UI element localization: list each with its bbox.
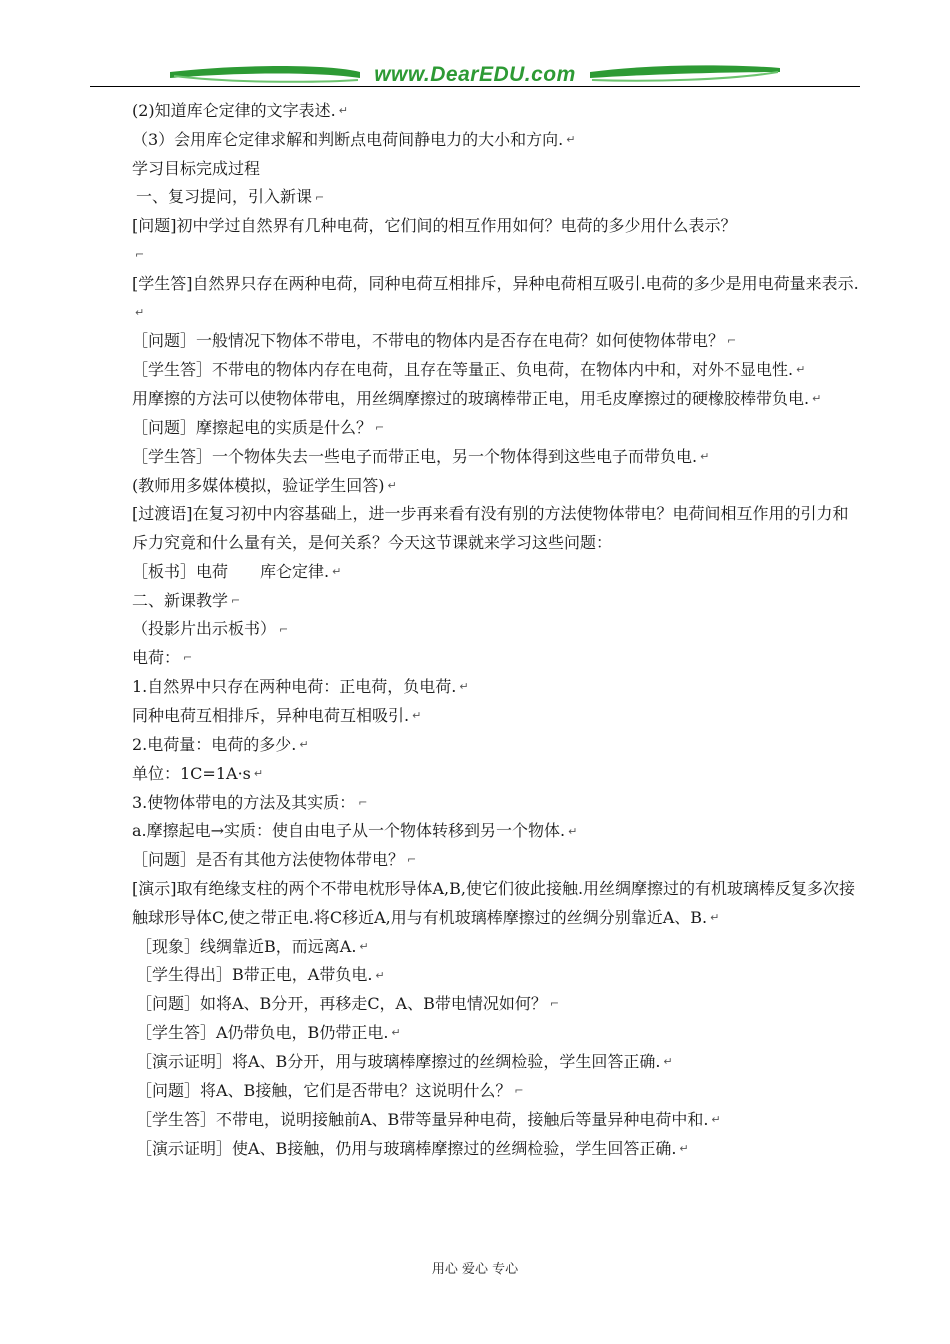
- paragraph-mark-icon: ↵: [663, 1055, 673, 1069]
- question-paragraph: ［问题］一般情况下物体不带电，不带电的物体内是否存在电荷？如何使物体带电？ ⌐: [92, 327, 862, 356]
- section-heading: 学习目标完成过程: [132, 158, 261, 178]
- answer-line: ［学生答］A仍带负电，B仍带正电. ↵: [92, 1019, 862, 1048]
- line-break-mark-icon: ⌐: [231, 593, 241, 607]
- paragraph-mark-icon: ↵: [711, 1112, 721, 1126]
- paragraph-mark-icon: ↵: [332, 564, 342, 578]
- paragraph-mark-icon: ↵: [700, 449, 710, 463]
- line-break-mark-icon: ⌐: [375, 421, 385, 434]
- demo-line: ［演示证明］使A、B接触，仍用与玻璃棒摩擦过的丝绸检验，学生回答正确. ↵: [92, 1135, 862, 1164]
- text-line: (教师用多媒体模拟，验证学生回答) ↵: [92, 472, 862, 501]
- text-paragraph: 用摩擦的方法可以使物体带电，用丝绸摩擦过的玻璃棒带正电，用毛皮摩擦过的硬橡胶棒带负电. ↵: [92, 385, 862, 414]
- observation-line: ［现象］线绸靠近B，而远离A. ↵: [92, 933, 862, 962]
- paragraph-mark-icon: ↵: [135, 305, 145, 319]
- line-break-mark-icon: ⌐: [514, 1083, 524, 1097]
- line-break-mark-icon: ⌐: [358, 795, 368, 809]
- paragraph-mark-icon: ↵: [253, 766, 264, 780]
- question-line: ［问题］如将A、B分开，再移走C，A、B带电情况如何？ ⌐: [92, 990, 862, 1019]
- paragraph-mark-icon: ↵: [796, 363, 806, 377]
- answer-line: ［学生答］不带电，说明接触前A、B带等量异种电荷，接触后等量异种电荷中和. ↵: [92, 1106, 862, 1135]
- paragraph-mark-icon: ↵: [299, 738, 309, 751]
- list-item: 同种电荷互相排斥，异种电荷互相吸引. ↵: [92, 702, 862, 731]
- line-break-mark-icon: ⌐: [727, 334, 737, 348]
- paragraph-mark-icon: ↵: [679, 1141, 689, 1155]
- question-paragraph: [问题]初中学过自然界有几种电荷，它们间的相互作用如何？电荷的多少用什么表示？ ⌐: [92, 212, 862, 270]
- line-break-mark-icon: ⌐: [135, 248, 145, 262]
- paragraph-mark-icon: ↵: [338, 104, 348, 118]
- line-break-mark-icon: ⌐: [279, 622, 289, 636]
- text-line: 电荷： ⌐: [92, 644, 862, 673]
- text-line: （3）会用库仑定律求解和判断点电荷间静电力的大小和方向. ↵: [92, 126, 862, 155]
- answer-paragraph: [学生答]自然界只存在两种电荷，同种电荷互相排斥，异种电荷相互吸引.电荷的多少是用电荷量来表示.↵: [92, 270, 862, 328]
- site-url-logo-text: www.DearEDU.com: [374, 63, 576, 86]
- question-line: ［问题］将A、B接触，它们是否带电？这说明什么？ ⌐: [92, 1077, 862, 1106]
- text-line: （投影片出示板书） ⌐: [92, 615, 862, 644]
- list-item: 单位：1C=1A·s ↵: [92, 760, 862, 789]
- list-item: 3.使物体带电的方法及其实质： ⌐: [92, 789, 862, 818]
- line-break-mark-icon: ⌐: [183, 651, 193, 665]
- answer-paragraph: ［学生答］一个物体失去一些电子而带正电，另一个物体得到这些电子而带负电. ↵: [92, 443, 862, 472]
- paragraph-mark-icon: ↵: [710, 910, 720, 924]
- answer-paragraph: ［学生答］不带电的物体内存在电荷，且存在等量正、负电荷，在物体内中和，对外不显电性. ↵: [92, 356, 862, 385]
- section-heading: 二、新课教学 ⌐: [92, 587, 862, 616]
- paragraph-mark-icon: ↵: [459, 680, 469, 694]
- blackboard-line: ［板书］电荷 库仑定律. ↵: [92, 558, 862, 587]
- transition-paragraph: [过渡语]在复习初中内容基础上，进一步再来看有没有别的方法使物体带电？电荷间相互作用的引力和斥力究竟和什么量有关，是何关系？今天这节课就来学习这些问题：: [132, 504, 849, 553]
- section-heading: 一、复习提问，引入新课 ⌐: [92, 183, 862, 212]
- answer-line: ［学生得出］B带正电，A带负电. ↵: [92, 961, 862, 990]
- paragraph-mark-icon: ↵: [391, 1026, 401, 1040]
- paragraph-mark-icon: ↵: [566, 132, 576, 146]
- list-item: 2.电荷量：电荷的多少. ↵: [92, 731, 862, 760]
- question-paragraph: ［问题］摩擦起电的实质是什么？ ⌐: [92, 414, 862, 443]
- paragraph-mark-icon: ↵: [412, 709, 422, 723]
- line-break-mark-icon: ⌐: [549, 997, 560, 1011]
- demo-line: ［演示证明］将A、B分开，用与玻璃棒摩擦过的丝绸检验，学生回答正确. ↵: [92, 1048, 862, 1077]
- text-line: (2)知道库仑定律的文字表述. ↵: [92, 97, 862, 126]
- paragraph-mark-icon: ↵: [387, 478, 397, 492]
- paragraph-mark-icon: ↵: [359, 939, 369, 953]
- line-break-mark-icon: ⌐: [407, 853, 417, 867]
- list-item: a.摩擦起电→实质：使自由电子从一个物体转移到另一个物体. ↵: [92, 817, 862, 846]
- paragraph-mark-icon: ↵: [812, 392, 822, 406]
- page-footer: 用心 爱心 专心: [431, 1262, 519, 1277]
- question-paragraph: ［问题］是否有其他方法使物体带电？ ⌐: [92, 846, 862, 875]
- header-divider: [90, 86, 860, 87]
- line-break-mark-icon: ⌐: [315, 190, 325, 204]
- list-item: 1.自然界中只存在两种电荷：正电荷，负电荷. ↵: [92, 673, 862, 702]
- demo-paragraph: [演示]取有绝缘支柱的两个不带电枕形导体A,B,使它们彼此接触.用丝绸摩擦过的有机玻璃棒反复多次接触球形导体C,使之带正电.将C移近A,用与有机玻璃棒摩擦过的丝绸分别靠近A、B. ↵: [92, 875, 862, 933]
- paragraph-mark-icon: ↵: [375, 968, 385, 982]
- document-body: [92, 97, 862, 1163]
- paragraph-mark-icon: ↵: [568, 824, 578, 838]
